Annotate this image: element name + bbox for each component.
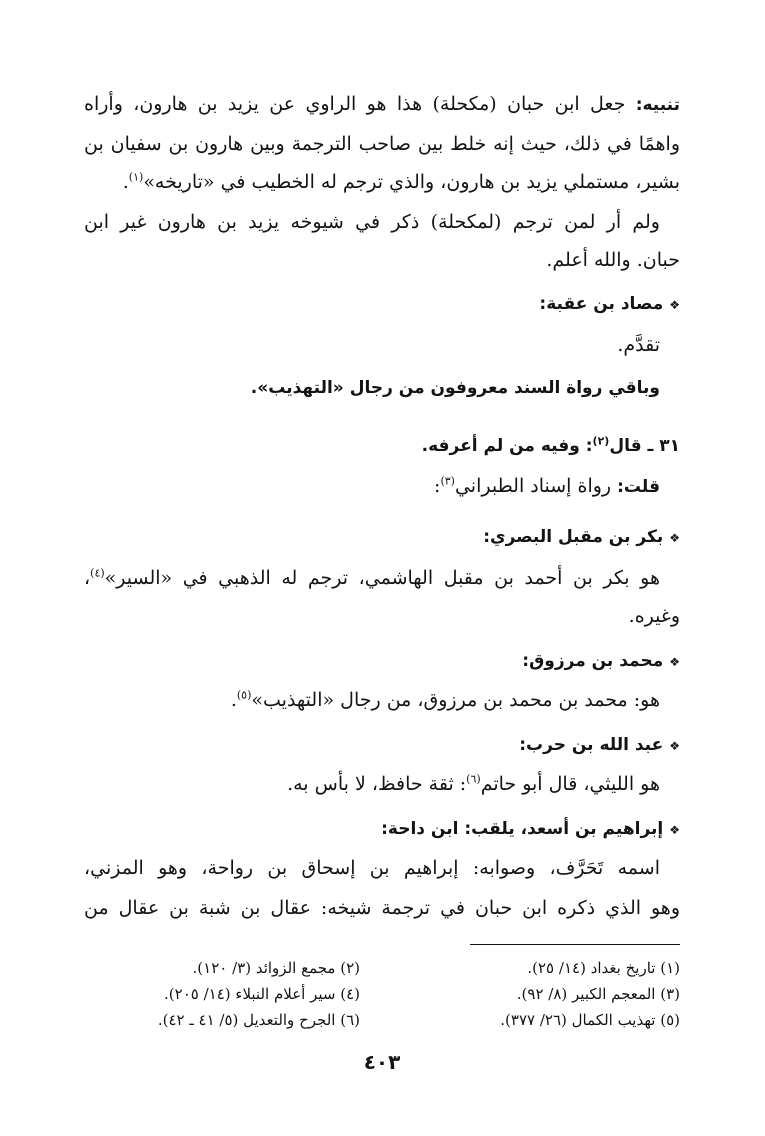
footnote-ref-5: (٥) (236, 688, 252, 702)
footnote-ref-3: (٣) (440, 474, 455, 488)
diamond-bullet-icon: ❖ (669, 655, 680, 669)
diamond-bullet-icon: ❖ (669, 531, 680, 545)
footnote-ref-6: (٦) (466, 772, 481, 786)
bakr-line-1: هو بكر بن أحمد بن مقبل الهاشمي، ترجم له الذهبي في «السير»$^{(٤)}$، (84, 566, 660, 589)
diamond-bullet-icon: ❖ (669, 298, 680, 312)
footnote-1: (١) تاريخ بغداد (١٤/ ٢٥). (527, 959, 680, 977)
heading-marzuq: ❖محمد بن مرزوق: (522, 651, 680, 671)
note-label: تنبيه: (635, 95, 680, 115)
missad-text: تقدَّم. (617, 334, 660, 356)
abdallah-line: هو الليثي، قال أبو حاتم$^{(٦)}$: ثقة حافظ، لا بأس به. (287, 772, 660, 795)
footnote-ref-4: (٤) (90, 566, 105, 580)
heading-ibrahim: ❖إبراهيم بن أسعد، يلقب: ابن داحة: (381, 819, 680, 839)
heading-bakr: ❖بكر بن مقبل البصري: (483, 527, 680, 547)
bakr-line-2: وغيره. (628, 605, 680, 627)
note-text-3: بشير، مستملي يزيد بن هارون، والذي ترجم له الخطيب في «تاريخه» (143, 171, 680, 193)
heading-abdallah: ❖عبد الله بن حرب: (519, 735, 680, 755)
para2-line-1: ولم أر لمن ترجم (لمكحلة) ذكر في شيوخه يزيد بن هارون غير ابن (84, 211, 660, 233)
item-31: ٣١ ـ قال$^{(٢)}$: وفيه من لم أعرفه. (421, 434, 680, 456)
note-text-1: جعل ابن حبان (مكحلة) هذا هو الراوي عن يزيد بن هارون، وأراه (84, 93, 626, 115)
footnote-2: (٢) مجمع الزوائد (٣/ ١٢٠). (192, 959, 360, 977)
note-line-1 (84, 88, 680, 121)
note-line-2: واهمًا في ذلك، حيث إنه خلط بين صاحب الترجمة وبين هارون بن سفيان بن (84, 133, 680, 155)
footnote-4: (٤) سير أعلام النبلاء (١٤/ ٢٠٥). (164, 985, 360, 1003)
diamond-bullet-icon: ❖ (669, 823, 680, 837)
ibrahim-line-2: وهو الذي ذكره ابن حبان في ترجمة شيخه: عقال بن شبة بن عقال من (84, 897, 680, 919)
footnote-ref-2: (٢) (592, 434, 610, 448)
heading-missad: ❖مصاد بن عقبة: (539, 294, 680, 314)
page-number: ٤٠٣ (363, 1050, 401, 1074)
para2-line-2: حبان. والله أعلم. (546, 249, 680, 271)
footnote-5: (٥) تهذيب الكمال (٢٦/ ٣٧٧). (500, 1011, 680, 1029)
footnote-6: (٦) الجرح والتعديل (٥/ ٤١ ـ ٤٢). (157, 1011, 360, 1029)
footnote-ref-1: (١) (128, 170, 144, 184)
marzuq-line: هو: محمد بن محمد بن مرزوق، من رجال «التهذيب»$^{(٥)}$. (230, 688, 660, 711)
rest-narrators: وباقي رواة السند معروفون من رجال «التهذيب». (250, 378, 660, 398)
note-line-3: بشير، مستملي يزيد بن هارون، والذي ترجم له الخطيب في «تاريخه»$^{(١)}$. (122, 170, 680, 193)
qult-line: قلت: رواة إسناد الطبراني$^{(٣)}$: (434, 474, 660, 497)
ibrahim-line-1: اسمه تَحَرَّف، وصوابه: إبراهيم بن إسحاق بن رواحة، وهو المزني، (84, 857, 660, 879)
footnote-divider (470, 944, 680, 945)
qult-label: قلت: (617, 477, 660, 497)
diamond-bullet-icon: ❖ (669, 739, 680, 753)
footnote-3: (٣) المعجم الكبير (٨/ ٩٢). (516, 985, 680, 1003)
